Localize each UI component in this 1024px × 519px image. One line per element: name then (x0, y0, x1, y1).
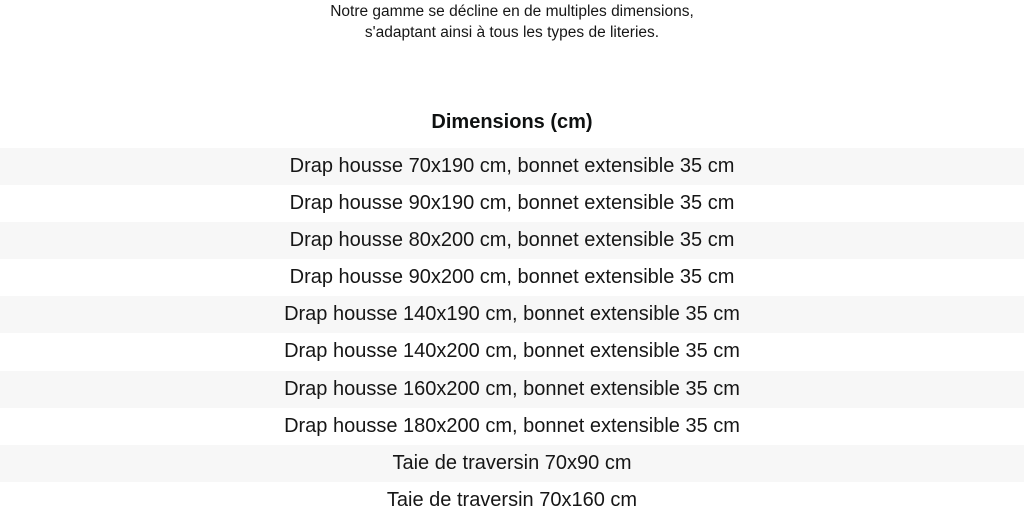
dimensions-title: Dimensions (cm) (431, 111, 593, 133)
intro-line-2: s'adaptant ainsi à tous les types de literies. (364, 23, 660, 41)
table-row: Taie de traversin 70x90 cm (0, 445, 1024, 482)
table-row: Drap housse 80x200 cm, bonnet extensible 35 cm (0, 222, 1024, 259)
table-row: Taie de traversin 70x160 cm (0, 482, 1024, 519)
dimensions-table (0, 148, 1024, 519)
intro-text (0, 2, 1024, 43)
table-row: Drap housse 180x200 cm, bonnet extensible 35 cm (0, 408, 1024, 445)
table-row: Drap housse 90x200 cm, bonnet extensible 35 cm (0, 259, 1024, 296)
table-row: Drap housse 140x190 cm, bonnet extensible 35 cm (0, 296, 1024, 333)
table-row: Drap housse 90x190 cm, bonnet extensible 35 cm (0, 185, 1024, 222)
intro-line-1: Notre gamme se décline en de multiples dimensions, (330, 3, 694, 20)
table-row: Drap housse 160x200 cm, bonnet extensible 35 cm (0, 371, 1024, 408)
table-row: Drap housse 70x190 cm, bonnet extensible 35 cm (0, 148, 1024, 185)
table-row: Drap housse 140x200 cm, bonnet extensible 35 cm (0, 333, 1024, 370)
